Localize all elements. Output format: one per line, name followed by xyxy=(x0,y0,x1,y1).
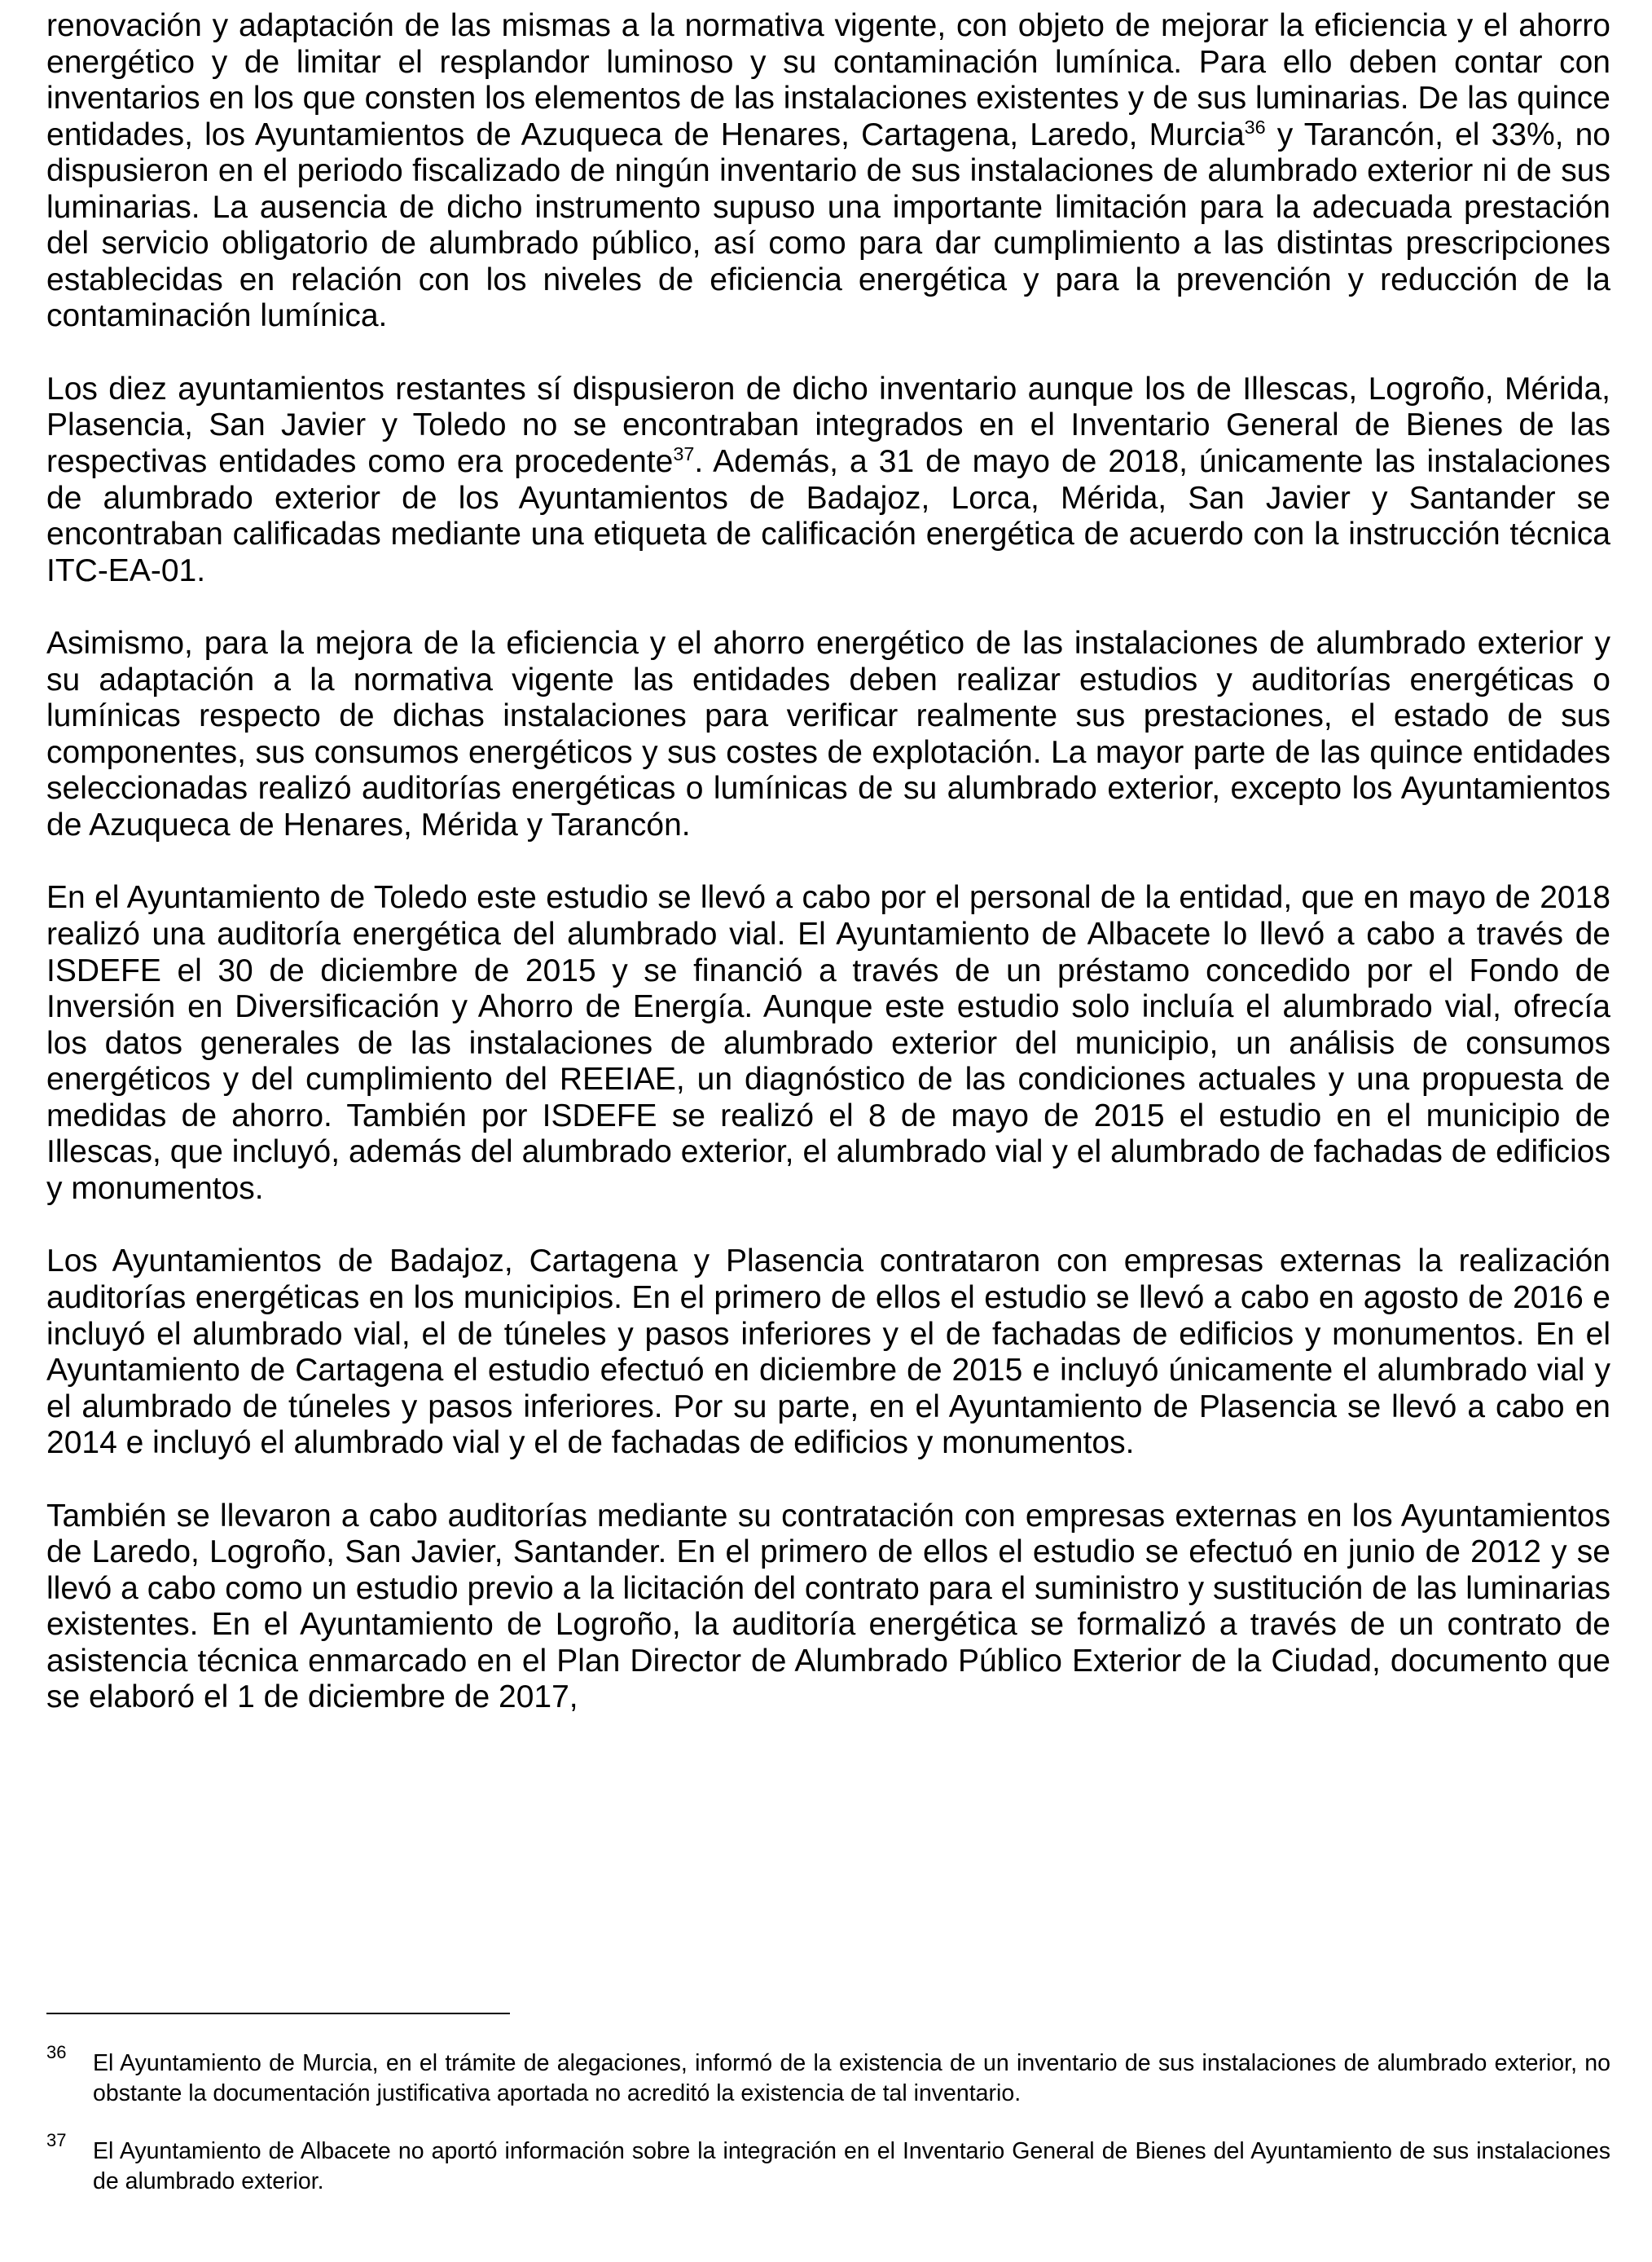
paragraph-3 xyxy=(46,626,1610,843)
footnote-number: 36 xyxy=(46,2042,67,2062)
paragraph-2 xyxy=(46,372,1610,589)
paragraph-6 xyxy=(46,1498,1610,1716)
footnotes-section xyxy=(46,2042,1610,2197)
footnote-text: El Ayuntamiento de Murcia, en el trámite de alegaciones, informó de la existencia de un inventario de sus instalaciones de alumbrado exterior, no obstante la documentación justificativa aportada no acreditó la existencia de tal inventario. xyxy=(93,2050,1610,2106)
footnote-number: 37 xyxy=(46,2130,67,2150)
paragraph-1-text-b: y Tarancón, el 33%, no dispusieron en el periodo fiscalizado de ningún inventario de sus instalaciones de alumbrado exterior ni de sus luminarias. La ausencia de dicho instrumento supuso una importante limitación para la adecuada prestación del servicio obligatorio de alumbrado público, así como para dar cumplimiento a las distintas prescripciones establecidas en relación con los niveles de eficiencia energética y para la prevención y reducción de la contaminación lumínica. xyxy=(46,117,1610,334)
paragraph-5 xyxy=(46,1243,1610,1461)
document-body xyxy=(46,0,1610,1716)
paragraph-4 xyxy=(46,880,1610,1207)
paragraph-2-text-b: . Además, a 31 de mayo de 2018, únicamente las instalaciones de alumbrado exterior de los Ayuntamientos de Badajoz, Lorca, Mérida, San Javier y Santander se encontraban calificadas mediante una etiqueta de calificación energética de acuerdo con la instrucción técnica ITC-EA-01. xyxy=(46,444,1610,588)
footnote-separator xyxy=(46,2013,510,2014)
paragraph-5-text: Los Ayuntamientos de Badajoz, Cartagena y Plasencia contrataron con empresas externas la realización auditorías energéticas en los municipios. En el primero de ellos el estudio se llevó a cabo en agosto de 2016 e incluyó el alumbrado vial, el de túneles y pasos inferiores y el de fachadas de edificios y monumentos. En el Ayuntamiento de Cartagena el estudio efectuó en diciembre de 2015 e incluyó únicamente el alumbrado vial y el alumbrado de túneles y pasos inferiores. Por su parte, en el Ayuntamiento de Plasencia se llevó a cabo en 2014 e incluyó el alumbrado vial y el de fachadas de edificios y monumentos. xyxy=(46,1243,1610,1461)
paragraph-4-text: En el Ayuntamiento de Toledo este estudio se llevó a cabo por el personal de la entidad, que en mayo de 2018 realizó una auditoría energética del alumbrado vial. El Ayuntamiento de Albacete lo llevó a cabo a través de ISDEFE el 30 de diciembre de 2015 y se financió a través de un préstamo concedido por el Fondo de Inversión en Diversificación y Ahorro de Energía. Aunque este estudio solo incluía el alumbrado vial, ofrecía los datos generales de las instalaciones de alumbrado exterior del municipio, un análisis de consumos energéticos y del cumplimiento del REEIAE, un diagnóstico de las condiciones actuales y una propuesta de medidas de ahorro. También por ISDEFE se realizó el 8 de mayo de 2015 el estudio en el municipio de Illescas, que incluyó, además del alumbrado exterior, el alumbrado vial y el alumbrado de fachadas de edificios y monumentos. xyxy=(46,880,1610,1206)
footnote-text: El Ayuntamiento de Albacete no aportó información sobre la integración en el Inventario General de Bienes del Ayuntamiento de sus instalaciones de alumbrado exterior. xyxy=(93,2138,1610,2194)
footnote-36 xyxy=(46,2042,1610,2109)
paragraph-2-text-a: Los diez ayuntamientos restantes sí dispusieron de dicho inventario aunque los de Illescas, Logroño, Mérida, Plasencia, San Javier y Toledo no se encontraban integrados en el Inventario General de Bienes de las respectivas entidades como era procedente xyxy=(46,371,1610,480)
paragraph-1-text-a: renovación y adaptación de las mismas a la normativa vigente, con objeto de mejorar la eficiencia y el ahorro energético y de limitar el resplandor luminoso y su contaminación lumínica. Para ello deben contar con inventarios en los que consten los elementos de las instalaciones existentes y de sus luminarias. De las quince entidades, los Ayuntamientos de Azuqueca de Henares, Cartagena, Laredo, Murcia xyxy=(46,8,1610,152)
footnote-37 xyxy=(46,2130,1610,2197)
paragraph-3-text: Asimismo, para la mejora de la eficiencia y el ahorro energético de las instalaciones de alumbrado exterior y su adaptación a la normativa vigente las entidades deben realizar estudios y auditorías energéticas o lumínicas respecto de dichas instalaciones para verificar realmente sus prestaciones, el estado de sus componentes, sus consumos energéticos y sus costes de explotación. La mayor parte de las quince entidades seleccionadas realizó auditorías energéticas o lumínicas de su alumbrado exterior, excepto los Ayuntamientos de Azuqueca de Henares, Mérida y Tarancón. xyxy=(46,626,1610,843)
paragraph-1 xyxy=(46,8,1610,335)
footnote-ref-37[interactable]: 37 xyxy=(673,443,695,465)
paragraph-6-text: También se llevaron a cabo auditorías mediante su contratación con empresas externas en los Ayuntamientos de Laredo, Logroño, San Javier, Santander. En el primero de ellos el estudio se efectuó en junio de 2012 y se llevó a cabo como un estudio previo a la licitación del contrato para el suministro y sustitución de las luminarias existentes. En el Ayuntamiento de Logroño, la auditoría energética se formalizó a través de un contrato de asistencia técnica enmarcado en el Plan Director de Alumbrado Público Exterior de la Ciudad, documento que se elaboró el 1 de diciembre de 2017, xyxy=(46,1498,1610,1715)
footnote-ref-36[interactable]: 36 xyxy=(1244,116,1266,138)
